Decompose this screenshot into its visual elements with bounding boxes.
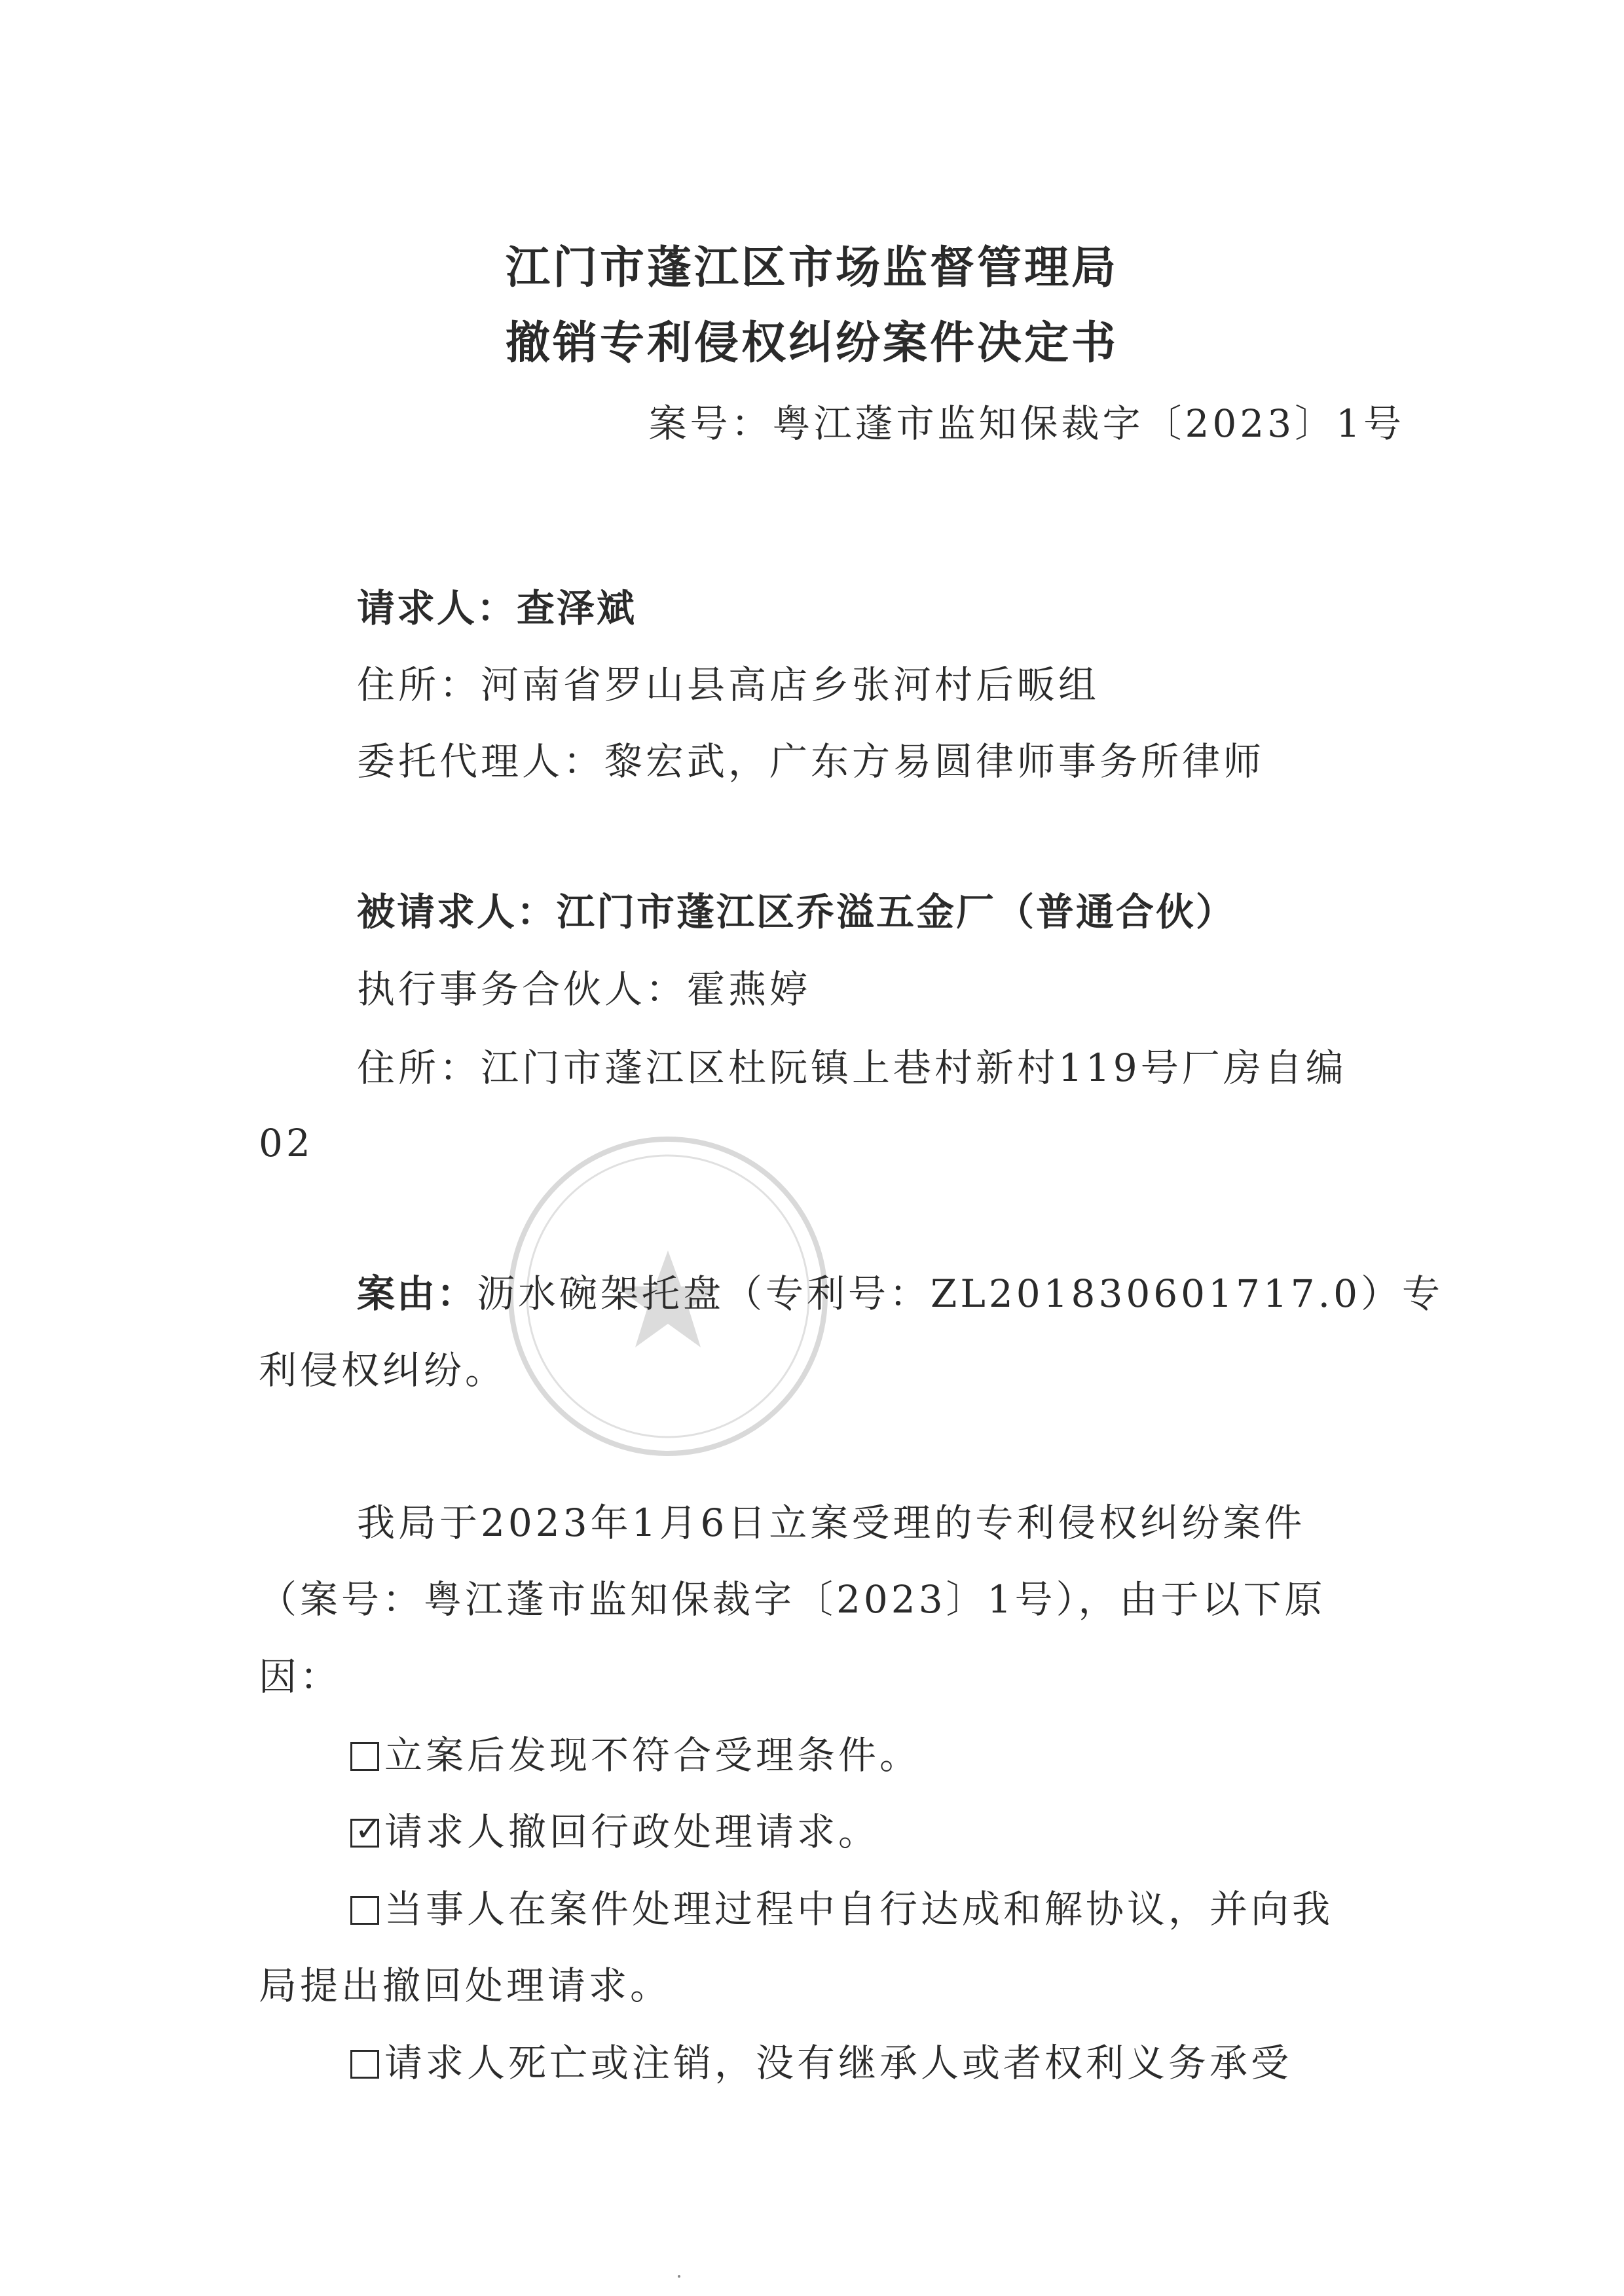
requester-address: 住所：河南省罗山县高店乡张河村后畈组 — [357, 663, 1100, 707]
respondent-address-line2: 02 — [259, 1121, 314, 1165]
scan-artifact — [678, 2275, 680, 2278]
requester-line — [357, 581, 1509, 635]
checkbox-unchecked-icon — [350, 1742, 379, 1771]
checkbox-unchecked-icon — [350, 2050, 379, 2079]
requester-agent: 委托代理人：黎宏武，广东方易圆律师事务所律师 — [357, 739, 1265, 784]
body-para-line3: 因： — [259, 1654, 342, 1699]
respondent-partner: 执行事务合伙人：霍燕婷 — [357, 967, 811, 1011]
cause-text-line2: 利侵权纠纷。 — [259, 1348, 507, 1393]
body-para-line1: 我局于2023年1月6日立案受理的专利侵权纠纷案件 — [357, 1501, 1306, 1545]
cause-text-line1: 沥水碗架托盘（专利号：ZL201830601717.0）专 — [477, 1271, 1443, 1316]
option-text: 请求人死亡或注销，没有继承人或者权利义务承受 — [384, 2041, 1293, 2085]
respondent-address-line1: 住所：江门市蓬江区杜阮镇上巷村新村119号厂房自编 — [357, 1046, 1347, 1090]
option-not-meeting-conditions — [350, 1728, 1503, 1782]
case-number: 案号：粤江蓬市监知保裁字〔2023〕1号 — [648, 401, 1405, 446]
document-title-line2: 撤销专利侵权纠纷案件决定书 — [505, 318, 1118, 369]
option-settlement-line2: 局提出撤回处理请求。 — [259, 1963, 672, 2008]
checkbox-checked-icon: ✓ — [350, 1819, 379, 1848]
option-withdraw-request — [350, 1805, 1503, 1859]
option-settlement — [350, 1882, 1503, 1936]
option-text: 当事人在案件处理过程中自行达成和解协议，并向我 — [384, 1887, 1334, 1931]
option-text: 请求人撤回行政处理请求。 — [384, 1810, 880, 1854]
document-title-line1: 江门市蓬江区市场监督管理局 — [505, 242, 1118, 294]
respondent-label: 被请求人： — [357, 890, 557, 934]
option-death-or-cancellation — [350, 2036, 1503, 2090]
body-para-line2: （案号：粤江蓬市监知保裁字〔2023〕1号），由于以下原 — [259, 1577, 1326, 1622]
requester-label: 请求人： — [357, 586, 517, 630]
respondent-name: 江门市蓬江区乔溢五金厂（普通合伙） — [557, 890, 1236, 934]
respondent-line — [357, 885, 1509, 939]
cause-label: 案由： — [357, 1271, 477, 1316]
requester-name: 查泽斌 — [517, 586, 637, 630]
option-text: 立案后发现不符合受理条件。 — [384, 1733, 921, 1777]
cause-line1 — [357, 1267, 1509, 1321]
checkbox-unchecked-icon — [350, 1896, 379, 1925]
